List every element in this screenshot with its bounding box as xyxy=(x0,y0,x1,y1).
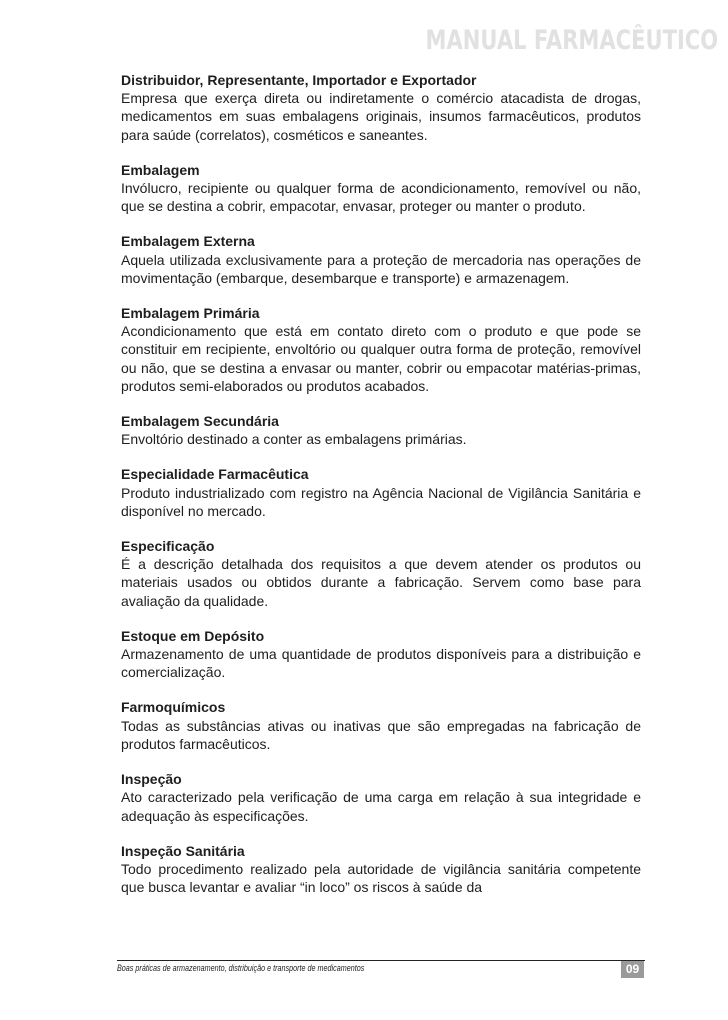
glossary-term: Estoque em Depósito xyxy=(121,627,265,644)
glossary-term: Distribuidor, Representante, Importador e Exportador xyxy=(121,72,477,88)
glossary-definition: É a descrição detalhada dos requisitos a que devem atender os produtos ou materiais usados ou obtidos durante a fabricação. Servem como base para avaliação da qualidade. xyxy=(121,556,641,609)
glossary-entry xyxy=(121,412,641,448)
glossary-definition: Ato caracterizado pela verificação de uma carga em relação à sua integridade e adequação às especificações. xyxy=(121,789,641,824)
glossary-term: Especialidade Farmacêutica xyxy=(121,466,309,483)
glossary-term: Embalagem Externa xyxy=(121,233,255,250)
glossary-definition: Todo procedimento realizado pela autoridade de vigilância sanitária competente que busca levantar e avaliar “in loco” os riscos à saúde da xyxy=(121,860,641,896)
page-number-badge: 09 xyxy=(621,961,644,978)
footer-running-title: Boas práticas de armazenamento, distribuição e transporte de medicamentos xyxy=(117,963,365,973)
glossary-entry xyxy=(121,71,641,144)
glossary-term: Especificação xyxy=(121,538,215,555)
glossary-entry xyxy=(121,232,641,287)
footer-divider xyxy=(117,960,645,961)
glossary-entry xyxy=(121,161,641,216)
glossary-term: Embalagem xyxy=(121,161,200,178)
glossary-definition: Armazenamento de uma quantidade de produtos disponíveis para a distribuição e comercialização. xyxy=(121,646,641,681)
running-header-title: MANUAL FARMACÊUTICO xyxy=(425,25,718,56)
glossary-term: Embalagem Secundária xyxy=(121,413,279,430)
glossary-entry xyxy=(121,537,641,610)
glossary-entry xyxy=(121,770,641,825)
glossary-body xyxy=(121,71,641,913)
glossary-term: Inspeção Sanitária xyxy=(121,842,245,859)
glossary-definition: Todas as substâncias ativas ou inativas que são empregadas na fabricação de produtos farmacêuticos. xyxy=(121,717,641,752)
glossary-term: Embalagem Primária xyxy=(121,305,260,322)
glossary-definition: Acondicionamento que está em contato direto com o produto e que pode se constituir em recipiente, envoltório ou qualquer outra forma de proteção, removível ou não, que se destina a envasar ou manter, cobrir ou empacotar matérias-primas, produtos semi-elaborados ou produtos acabados. xyxy=(121,323,641,394)
glossary-entry xyxy=(121,842,641,897)
glossary-definition: Envoltório destinado a conter as embalagens primárias. xyxy=(121,431,467,448)
glossary-term: Inspeção xyxy=(121,771,182,788)
glossary-entry xyxy=(121,465,641,520)
glossary-definition: Empresa que exerça direta ou indiretamente o comércio atacadista de drogas, medicamentos em suas embalagens originais, insumos farmacêuticos, produtos para saúde (correlatos), cosméticos e saneantes. xyxy=(121,90,641,143)
glossary-definition: Aquela utilizada exclusivamente para a proteção de mercadoria nas operações de movimentação (embarque, desembarque e transporte) e armazenagem. xyxy=(121,251,641,286)
glossary-definition: Invólucro, recipiente ou qualquer forma de acondicionamento, removível ou não, que se destina a cobrir, empacotar, envasar, proteger ou manter o produto. xyxy=(121,180,641,215)
glossary-entry xyxy=(121,627,641,682)
glossary-definition: Produto industrializado com registro na Agência Nacional de Vigilância Sanitária e disponível no mercado. xyxy=(121,484,641,519)
glossary-entry xyxy=(121,698,641,753)
glossary-entry xyxy=(121,304,641,395)
glossary-term: Farmoquímicos xyxy=(121,699,226,716)
